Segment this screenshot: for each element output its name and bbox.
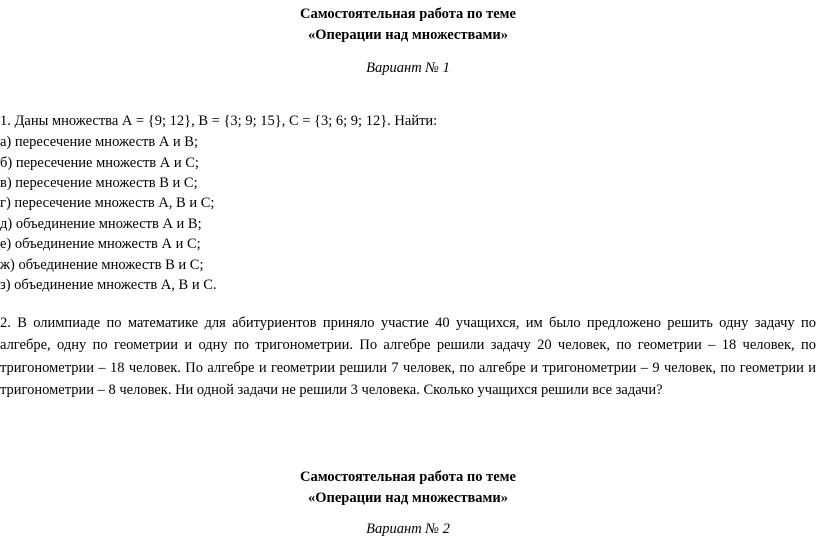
task1-intro: 1. Даны множества А = {9; 12}, В = {3; 9; 15}, С = {3; 6; 9; 12}. Найти: <box>0 113 438 129</box>
task1-item-z: з) объединение множеств А, В и С. <box>0 277 217 293</box>
task1-item-v: в) пересечение множеств В и С; <box>0 175 198 191</box>
variant1-title: Самостоятельная работа по теме <box>300 6 516 22</box>
task2-text: 2. В олимпиаде по математике для абитуриентов приняло участие 40 учащихся, им было предложено решить одну задачу по алгебре, одну по геометрии и одну по тригонометрии. По алгебре решили задачу 20 человек, по геометрии – 18 человек, по тригонометрии – 18 человек. По алгебре и геометрии решили 7 человек, по алгебре и тригонометрии – 9 человек, по геометрии и тригонометрии – 8 человек. Ни одной задачи не решили 3 человека. Сколько учащихся решили все задачи? <box>0 315 816 398</box>
variant2-title: Самостоятельная работа по теме <box>300 469 516 485</box>
variant2-label: Вариант № 2 <box>366 521 450 537</box>
task1-item-g: г) пересечение множеств А, В и С; <box>0 195 215 211</box>
task1-item-b: б) пересечение множеств А и С; <box>0 155 199 171</box>
task1-item-e: е) объединение множеств А и С; <box>0 236 201 252</box>
task1-item-d: д) объединение множеств А и В; <box>0 216 202 232</box>
variant2-topic: «Операции над множествами» <box>307 490 509 506</box>
variant1-topic: «Операции над множествами» <box>307 27 509 43</box>
task1-item-zh: ж) объединение множеств В и С; <box>0 257 204 273</box>
task1-item-a: а) пересечение множеств А и В; <box>0 134 199 150</box>
variant1-label: Вариант № 1 <box>366 60 450 76</box>
